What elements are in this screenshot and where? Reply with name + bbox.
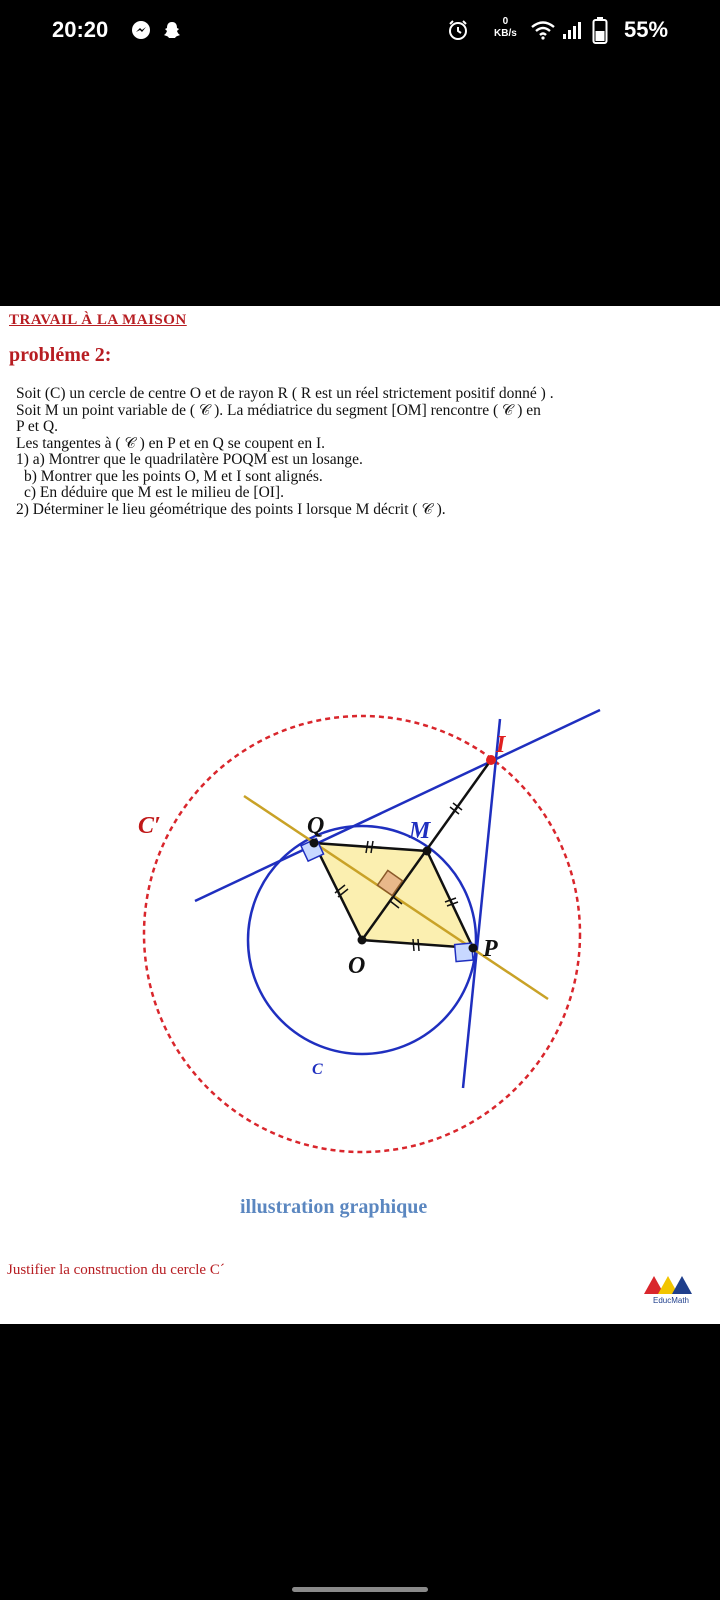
perpendicular-bisector bbox=[244, 796, 548, 999]
label-m: M bbox=[409, 818, 431, 844]
question-1b: b) Montrer que les points O, M et I sont alignés. bbox=[24, 467, 323, 485]
point-o bbox=[358, 936, 367, 945]
logo-text: EducMath bbox=[652, 1296, 690, 1305]
statement-line: Les tangentes à ( 𝒞 ) en P et en Q se coupent en I. bbox=[16, 434, 325, 452]
problem-title: probléme 2: bbox=[9, 344, 112, 366]
netspeed-unit: KB/s bbox=[494, 28, 517, 39]
messenger-icon bbox=[131, 20, 151, 40]
point-i bbox=[486, 755, 496, 765]
signal-icon bbox=[562, 20, 584, 40]
educmath-logo bbox=[644, 1274, 698, 1308]
point-q bbox=[310, 839, 319, 848]
question-1c: c) En déduire que M est le milieu de [OI]. bbox=[24, 484, 284, 501]
statement-line: P et Q. bbox=[16, 418, 59, 435]
battery-icon bbox=[592, 17, 608, 45]
question-2: 2) Déterminer le lieu géométrique des points I lorsque M décrit ( 𝒞 ). bbox=[16, 500, 446, 518]
battery-percentage: 55% bbox=[624, 17, 669, 42]
wifi-icon bbox=[530, 19, 556, 41]
footer-note: Justifier la construction du cercle C´ bbox=[7, 1262, 225, 1278]
problem-statement bbox=[16, 386, 706, 518]
logo-triangles-icon bbox=[644, 1274, 698, 1296]
document-image bbox=[0, 306, 720, 1324]
label-q: Q bbox=[307, 813, 325, 839]
netspeed-indicator bbox=[494, 16, 517, 40]
geometry-figure bbox=[0, 706, 720, 1186]
point-m bbox=[423, 847, 432, 856]
statement-line: Soit M un point variable de ( 𝒞 ). La médiatrice du segment [OM] rencontre ( 𝒞 ) en bbox=[16, 401, 541, 419]
label-c-prime: C′ bbox=[138, 813, 161, 839]
label-p: P bbox=[483, 936, 498, 962]
home-indicator[interactable] bbox=[292, 1587, 428, 1592]
status-time: 20:20 bbox=[52, 17, 109, 42]
alarm-icon bbox=[447, 19, 469, 41]
statement-line: Soit (C) un cercle de centre O et de rayon R ( R est un réel strictement positif donné ) . bbox=[16, 385, 554, 402]
snapchat-icon bbox=[162, 20, 182, 40]
netspeed-value: 0 bbox=[502, 16, 509, 27]
point-p bbox=[469, 944, 478, 953]
label-c: C bbox=[312, 1061, 323, 1078]
label-o: O bbox=[348, 953, 366, 979]
section-title: TRAVAIL À LA MAISON bbox=[9, 312, 187, 328]
figure-caption: illustration graphique bbox=[240, 1196, 428, 1218]
label-i: I bbox=[496, 732, 506, 758]
question-1a: 1) a) Montrer que le quadrilatère POQM est un losange. bbox=[16, 451, 363, 468]
status-bar bbox=[0, 0, 720, 64]
